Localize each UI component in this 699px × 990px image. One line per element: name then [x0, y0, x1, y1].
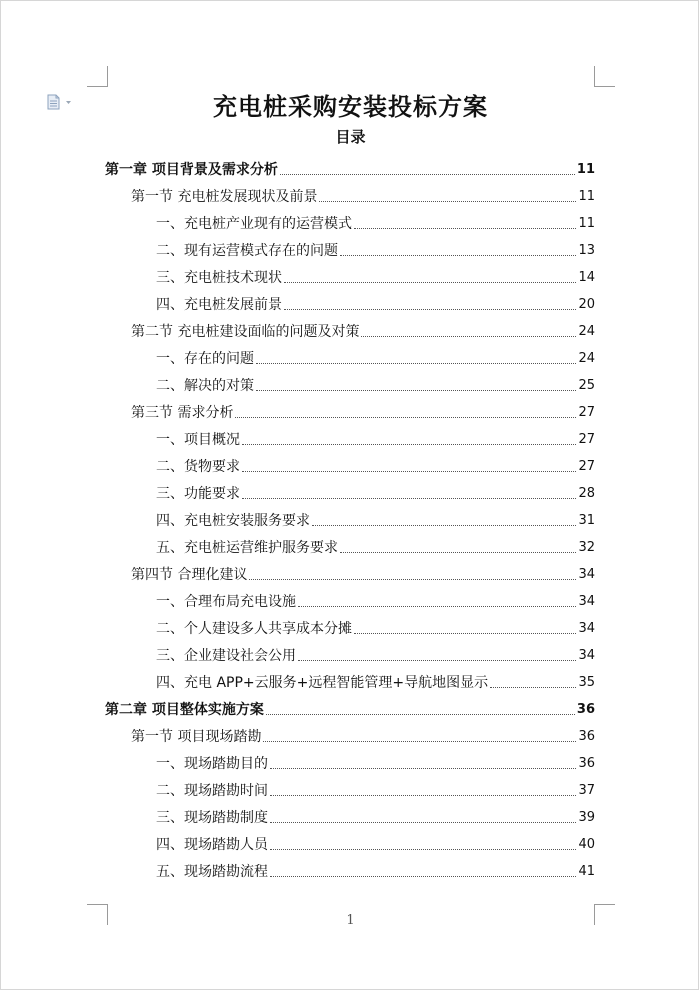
toc-entry[interactable] — [105, 179, 595, 206]
toc-entry[interactable] — [105, 449, 595, 476]
toc-leader-dots — [312, 525, 576, 526]
toc-entry-page: 20 — [578, 297, 595, 312]
toc-entry[interactable] — [105, 746, 595, 773]
toc-leader-dots — [361, 336, 576, 337]
toc-entry-page: 36 — [576, 702, 595, 717]
toc-entry-page: 24 — [578, 351, 595, 366]
toc-entry[interactable] — [105, 773, 595, 800]
toc-entry-page: 32 — [578, 540, 595, 555]
toc-entry-page: 40 — [578, 837, 595, 852]
toc-entry-label: 五、充电桩运营维护服务要求 — [156, 540, 338, 556]
toc-leader-dots — [256, 390, 576, 391]
toc-entry-label: 四、充电 APP+云服务+远程智能管理+导航地图显示 — [156, 675, 489, 691]
toc-leader-dots — [354, 228, 576, 229]
toc-entry[interactable] — [105, 233, 595, 260]
toc-entry[interactable] — [105, 854, 595, 881]
toc-entry-label: 一、现场踏勘目的 — [156, 756, 268, 772]
toc-leader-dots — [256, 363, 576, 364]
table-of-contents — [105, 152, 595, 881]
toc-entry-page: 27 — [578, 459, 595, 474]
toc-leader-dots — [249, 579, 576, 580]
toc-entry[interactable] — [105, 395, 595, 422]
toc-entry[interactable] — [105, 503, 595, 530]
toc-entry-page: 13 — [578, 243, 595, 258]
toc-entry[interactable] — [105, 584, 595, 611]
toc-entry-page: 36 — [578, 729, 595, 744]
toc-entry[interactable] — [105, 719, 595, 746]
toc-entry-page: 41 — [578, 864, 595, 879]
toc-entry-label: 二、个人建设多人共享成本分摊 — [156, 621, 352, 637]
toc-entry-label: 三、功能要求 — [156, 486, 240, 502]
toc-entry-page: 39 — [578, 810, 595, 825]
toc-entry-label: 四、现场踏勘人员 — [156, 837, 268, 853]
toc-entry-page: 36 — [578, 756, 595, 771]
toc-leader-dots — [270, 849, 576, 850]
toc-leader-dots — [280, 174, 575, 175]
toc-leader-dots — [263, 741, 576, 742]
toc-entry-label: 三、企业建设社会公用 — [156, 648, 296, 664]
toc-entry[interactable] — [105, 611, 595, 638]
toc-leader-dots — [284, 309, 576, 310]
toc-entry[interactable] — [105, 368, 595, 395]
toc-leader-dots — [284, 282, 576, 283]
toc-entry-label: 一、存在的问题 — [156, 351, 254, 367]
toc-leader-dots — [270, 795, 576, 796]
toc-leader-dots — [242, 498, 576, 499]
toc-entry[interactable] — [105, 638, 595, 665]
toc-entry-page: 11 — [578, 189, 595, 204]
toc-entry[interactable] — [105, 800, 595, 827]
toc-entry-label: 第一节 项目现场踏勘 — [131, 729, 262, 745]
toc-leader-dots — [235, 417, 576, 418]
toc-entry[interactable] — [105, 206, 595, 233]
toc-entry-label: 第四节 合理化建议 — [131, 567, 248, 583]
toc-entry-page: 28 — [578, 486, 595, 501]
toc-leader-dots — [340, 552, 576, 553]
toc-leader-dots — [319, 201, 576, 202]
toc-entry-page: 34 — [578, 567, 595, 582]
toc-entry[interactable] — [105, 665, 595, 692]
toc-entry-label: 一、充电桩产业现有的运营模式 — [156, 216, 352, 232]
toc-entry[interactable] — [105, 530, 595, 557]
toc-entry-label: 第一节 充电桩发展现状及前景 — [131, 189, 318, 205]
document-title: 充电桩采购安装投标方案 — [213, 92, 488, 121]
toc-entry-page: 14 — [578, 270, 595, 285]
toc-entry-label: 二、现有运营模式存在的问题 — [156, 243, 338, 259]
toc-entry-page: 34 — [578, 648, 595, 663]
toc-entry-page: 11 — [576, 162, 595, 177]
toc-leader-dots — [242, 471, 576, 472]
toc-heading: 目录 — [335, 128, 366, 146]
toc-entry-page: 31 — [578, 513, 595, 528]
toc-leader-dots — [242, 444, 576, 445]
toc-entry[interactable] — [105, 341, 595, 368]
toc-entry-label: 四、充电桩发展前景 — [156, 297, 282, 313]
toc-entry[interactable] — [105, 827, 595, 854]
toc-entry-page: 27 — [578, 405, 595, 420]
toc-entry[interactable] — [105, 260, 595, 287]
toc-entry-label: 二、货物要求 — [156, 459, 240, 475]
toc-entry-page: 25 — [578, 378, 595, 393]
toc-leader-dots — [266, 714, 575, 715]
toc-leader-dots — [270, 876, 576, 877]
toc-entry-label: 二、现场踏勘时间 — [156, 783, 268, 799]
toc-entry[interactable] — [105, 152, 595, 179]
toc-entry-label: 第二节 充电桩建设面临的问题及对策 — [131, 324, 360, 340]
toc-leader-dots — [270, 768, 576, 769]
toc-leader-dots — [490, 687, 576, 688]
toc-entry-label: 三、现场踏勘制度 — [156, 810, 268, 826]
toc-entry-label: 第一章 项目背景及需求分析 — [105, 162, 278, 178]
toc-entry-page: 24 — [578, 324, 595, 339]
toc-entry[interactable] — [105, 314, 595, 341]
toc-entry-page: 37 — [578, 783, 595, 798]
toc-entry-label: 四、充电桩安装服务要求 — [156, 513, 310, 529]
toc-entry-page: 34 — [578, 621, 595, 636]
toc-entry-label: 一、合理布局充电设施 — [156, 594, 296, 610]
toc-entry[interactable] — [105, 557, 595, 584]
toc-entry[interactable] — [105, 422, 595, 449]
page-number: 1 — [346, 913, 355, 928]
toc-entry[interactable] — [105, 476, 595, 503]
toc-entry-page: 35 — [578, 675, 595, 690]
toc-leader-dots — [340, 255, 576, 256]
toc-entry-label: 二、解决的对策 — [156, 378, 254, 394]
toc-leader-dots — [270, 822, 576, 823]
toc-entry[interactable] — [105, 692, 595, 719]
toc-entry-label: 第二章 项目整体实施方案 — [105, 702, 264, 718]
toc-entry-label: 三、充电桩技术现状 — [156, 270, 282, 286]
toc-leader-dots — [354, 633, 576, 634]
toc-leader-dots — [298, 606, 576, 607]
toc-entry-page: 27 — [578, 432, 595, 447]
toc-entry-label: 五、现场踏勘流程 — [156, 864, 268, 880]
toc-entry[interactable] — [105, 287, 595, 314]
crop-mark-top-right — [594, 66, 615, 87]
toc-entry-page: 11 — [578, 216, 595, 231]
toc-leader-dots — [298, 660, 576, 661]
toc-entry-label: 第三节 需求分析 — [131, 405, 234, 421]
toc-entry-label: 一、项目概况 — [156, 432, 240, 448]
toc-entry-page: 34 — [578, 594, 595, 609]
crop-mark-top-left — [87, 66, 108, 87]
